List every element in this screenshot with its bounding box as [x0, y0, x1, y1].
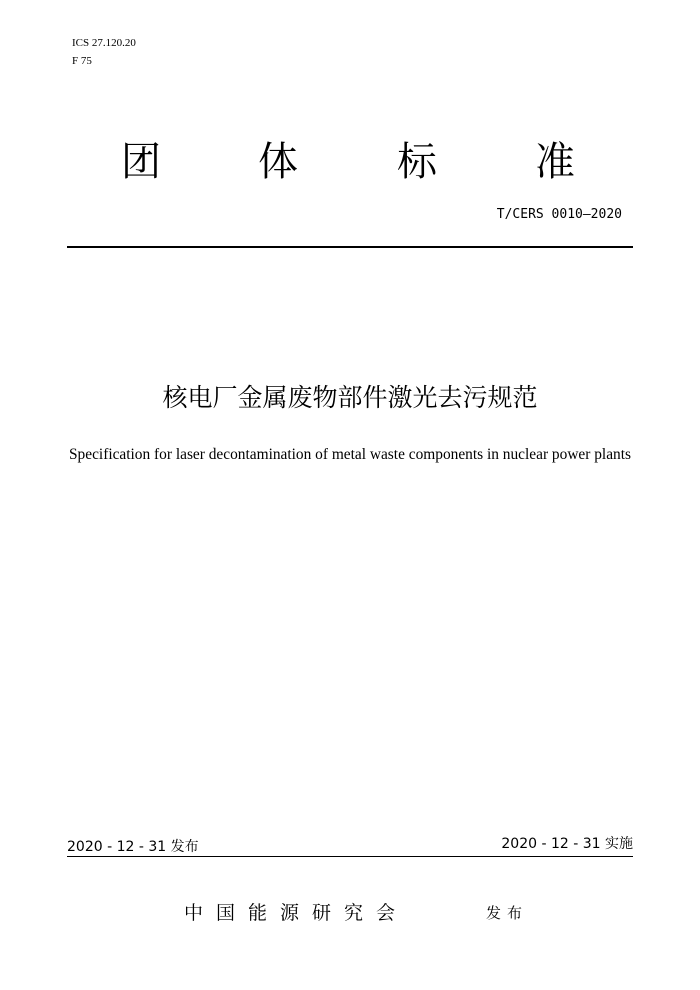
ccs-code: F 75: [72, 55, 92, 67]
heading-char-2: 体: [258, 139, 298, 185]
issuer-name: 中国能源研究会: [184, 902, 409, 924]
chinese-title: 核电厂金属废物部件激光去污规范: [162, 383, 538, 412]
publish-date: 2020 - 12 - 31 发布: [67, 839, 199, 855]
standard-number: T/CERS 0010—2020: [496, 207, 622, 222]
heading-char-1: 团: [121, 139, 161, 185]
bottom-divider: [67, 856, 633, 857]
heading-char-3: 标: [397, 139, 437, 185]
top-divider: [67, 246, 633, 248]
issue-label: 发布: [486, 904, 529, 922]
ics-code: ICS 27.120.20: [72, 37, 136, 49]
english-title: Specification for laser decontamination of metal waste components in nuclear power plants: [69, 446, 631, 463]
implement-date: 2020 - 12 - 31 实施: [501, 836, 633, 852]
heading-char-4: 准: [535, 139, 575, 185]
